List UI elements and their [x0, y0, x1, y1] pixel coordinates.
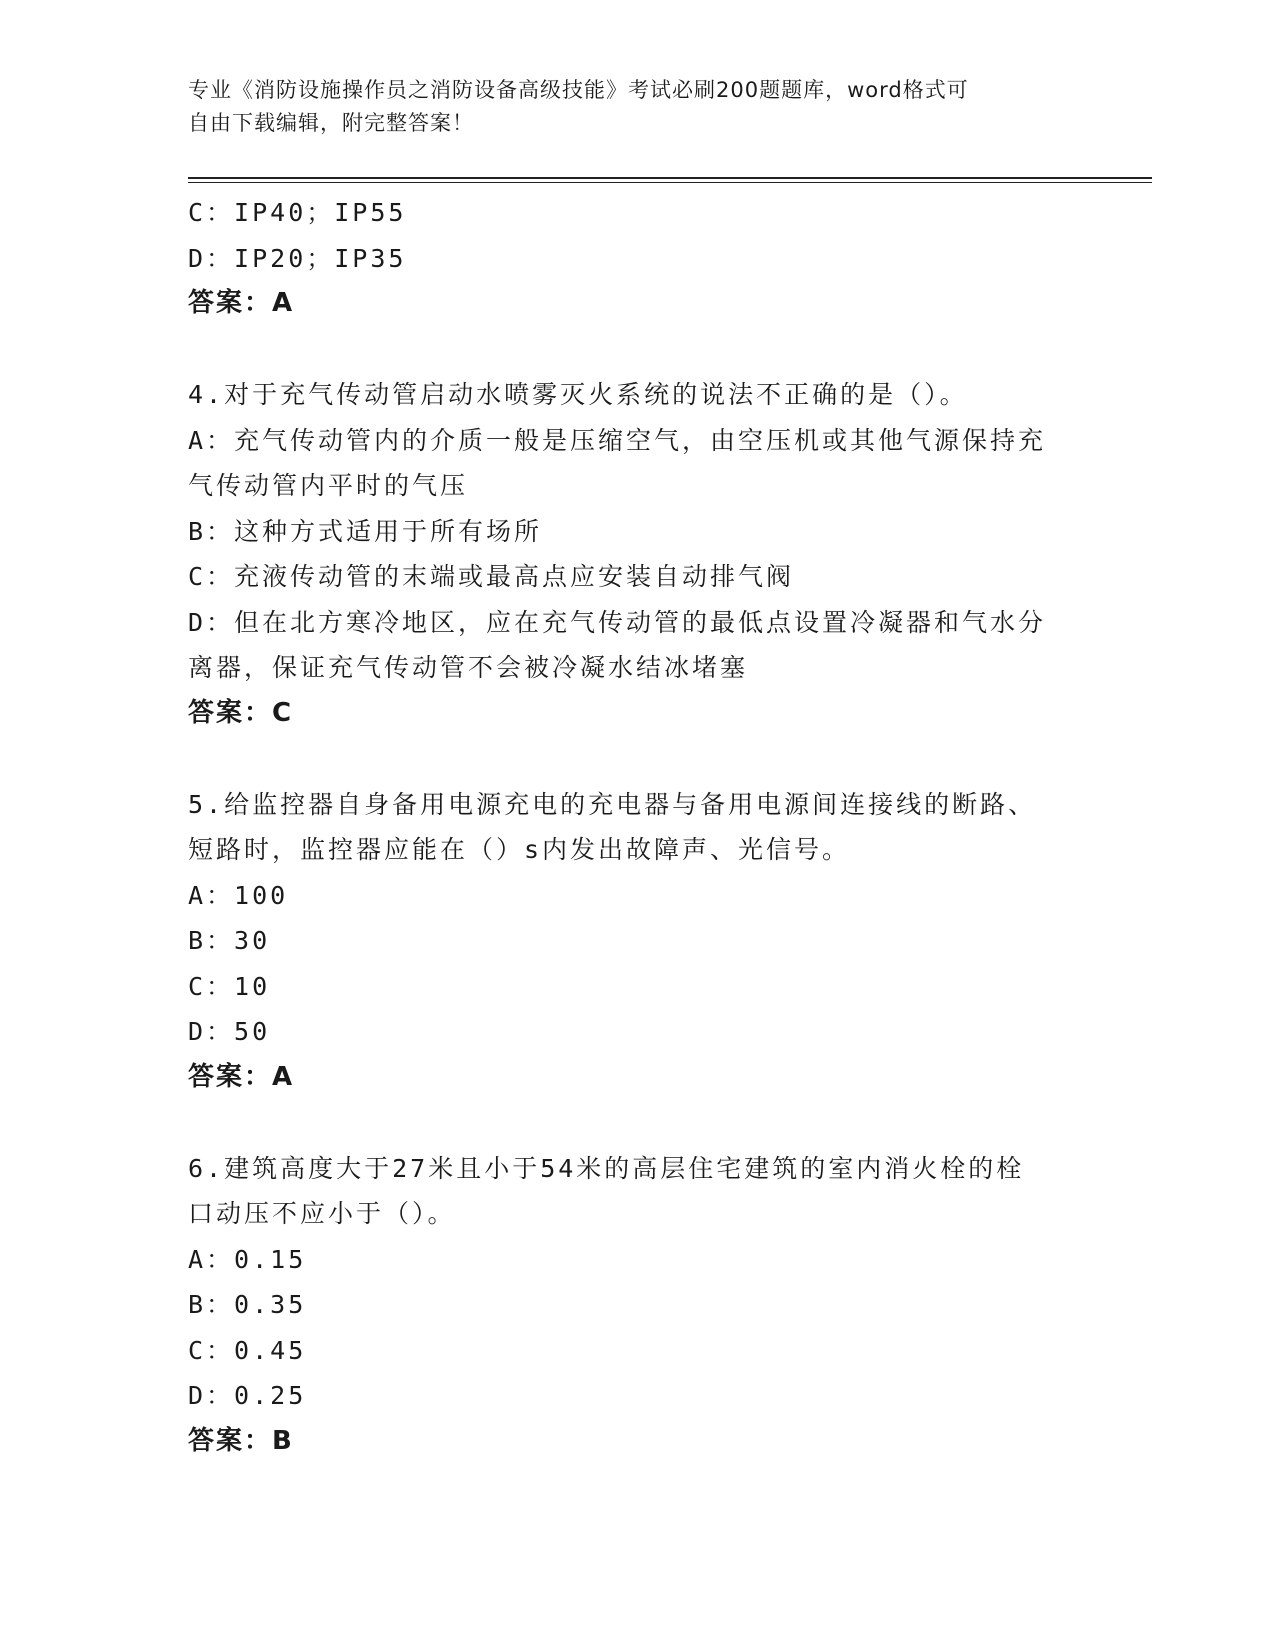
question-5 [188, 782, 1088, 1101]
option-d: D：IP20；IP35 [188, 243, 407, 273]
question-3-tail [188, 190, 1088, 327]
question-text-continued: 口动压不应小于（）。 [188, 1199, 456, 1228]
option-c: C：充液传动管的末端或最高点应安装自动排气阀 [188, 562, 795, 591]
header-divider-thick [188, 177, 1152, 179]
answer-line: 答案：C [188, 697, 294, 728]
answer-line: 答案：A [188, 1061, 295, 1092]
header-divider-thin [188, 182, 1152, 183]
question-text: 5.给监控器自身备用电源充电的充电器与备用电源间连接线的断路、 [188, 789, 1037, 819]
header-title-line1: 专业《消防设施操作员之消防设备高级技能》考试必刷200题题库，word格式可 [188, 78, 969, 102]
option-c: C：IP40；IP55 [188, 198, 407, 227]
option-d: D：0.25 [188, 1381, 307, 1410]
question-4 [188, 372, 1088, 736]
header-title-line2: 自由下载编辑，附完整答案！ [188, 111, 474, 135]
option-a: A：100 [188, 880, 289, 910]
option-d: D：但在北方寒冷地区，应在充气传动管的最低点设置冷凝器和气水分 [188, 607, 1047, 637]
option-b: B：30 [188, 926, 271, 955]
question-text-continued: 短路时，监控器应能在（）s内发出故障声、光信号。 [188, 835, 851, 864]
option-a: A：0.15 [188, 1244, 307, 1274]
option-a: A：充气传动管内的介质一般是压缩空气，由空压机或其他气源保持充 [188, 425, 1047, 455]
option-d: D：50 [188, 1017, 271, 1046]
question-6 [188, 1146, 1088, 1465]
answer-line: 答案：B [188, 1425, 294, 1456]
option-c: C：10 [188, 971, 271, 1001]
spacer [188, 736, 1088, 782]
document-header [188, 74, 1088, 140]
option-a-continued: 气传动管内平时的气压 [188, 471, 469, 500]
option-d-continued: 离器，保证充气传动管不会被冷凝水结冰堵塞 [188, 653, 749, 682]
spacer [188, 327, 1088, 373]
question-text: 4.对于充气传动管启动水喷雾灭火系统的说法不正确的是（）。 [188, 380, 968, 409]
option-b: B：这种方式适用于所有场所 [188, 516, 543, 546]
option-c: C：0.45 [188, 1335, 307, 1365]
question-text: 6.建筑高度大于27米且小于54米的高层住宅建筑的室内消火栓的栓 [188, 1153, 1025, 1183]
answer-line: 答案：A [188, 288, 295, 318]
option-b: B：0.35 [188, 1290, 307, 1319]
document-body [188, 190, 1088, 1464]
spacer [188, 1100, 1088, 1146]
